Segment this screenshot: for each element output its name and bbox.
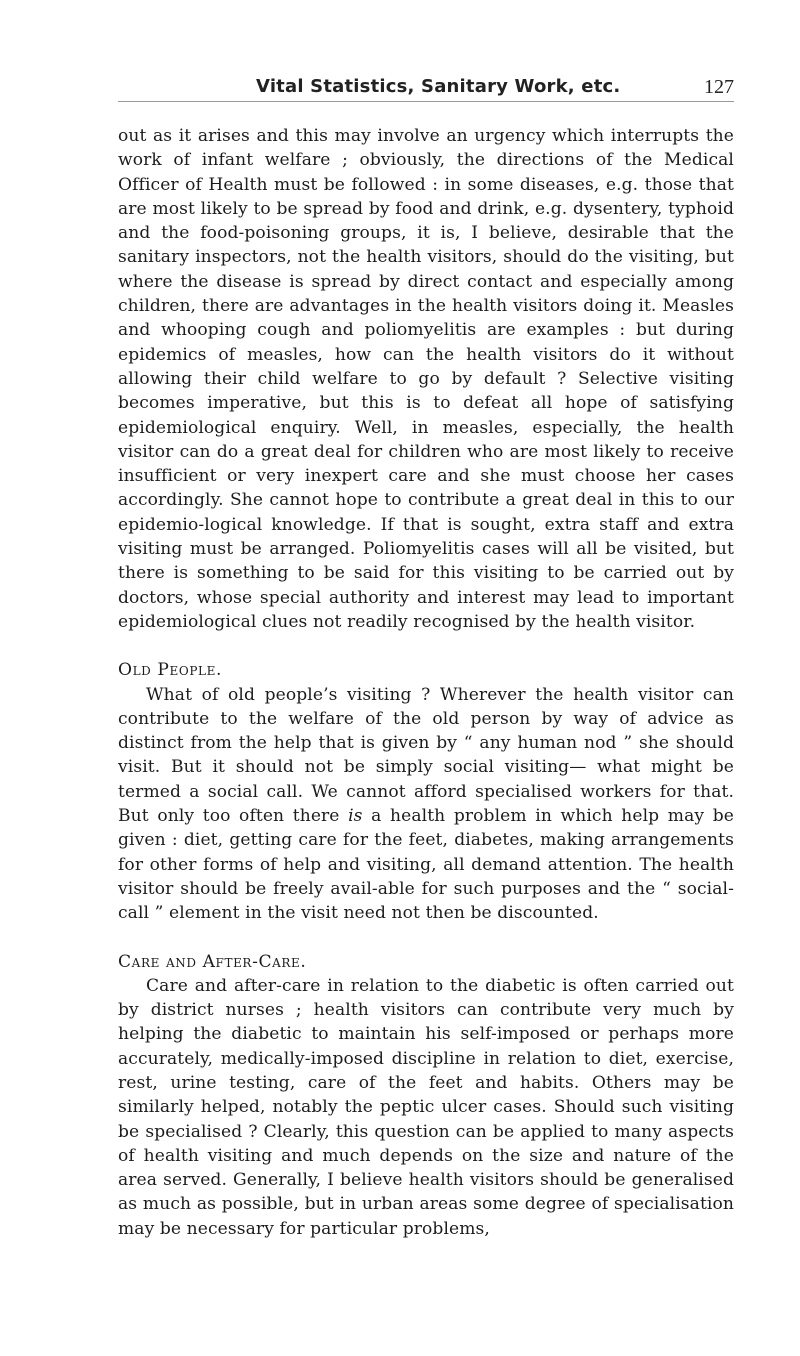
old-people-text-part-2: a health problem in which help may be given : diet, getting care for the feet, diabetes, making arrangements for other forms of help and visiting, all demand attention. The health visitor should be freely avail-able for such purposes and the “ social-call ” element in the visit need not then be discounted. [118,806,734,924]
running-header [118,76,734,102]
body-text [118,124,734,1241]
page-number: 127 [704,76,734,98]
opening-paragraph: out as it arises and this may involve an urgency which interrupts the work of infant welfare ; obviously, the directions of the Medical Officer of Health must be followed : in some diseases, e.g. those that are most likely to be spread by food and drink, e.g. dysentery, typhoid and the food-poisoning groups, it is, I believe, desirable that the sanitary inspectors, not the health visitors, should do the visiting, but where the disease is spread by direct contact and especially among children, there are advantages in the health visitors doing it. Measles and whooping cough and poliomyelitis are examples : but during epidemics of measles, how can the health visitors do it without allowing their child welfare to go by default ? Selective visiting becomes imperative, but this is to defeat all hope of satisfying epidemiological enquiry. Well, in measles, especially, the health visitor can do a great deal for children who are most likely to receive insufficient or very inexpert care and she must choose her cases accordingly. She cannot hope to contribute a great deal in this to our epidemio-logical knowledge. If that is sought, extra staff and extra visiting must be arranged. Poliomyelitis cases will all be visited, but there is something to be said for this visiting to be carried out by doctors, whose special authority and interest may lead to important epidemiological clues not readily recognised by the health visitor. [118,126,734,632]
running-title: Vital Statistics, Sanitary Work, etc. [256,76,621,97]
emphasis-word: is [348,806,363,827]
old-people-paragraph [118,683,734,926]
section-heading-old-people: Old People. [118,660,222,681]
section-heading-care: Care and After-Care. [118,951,307,972]
header-rule [118,101,734,102]
old-people-text-part-1: What of old people’s visiting ? Wherever the health visitor can contribute to the welfare of the old person by way of advice as distinct from the help that is given by “ any human nod ” she should visit. But it should not be simply social visiting— what might be termed a social call. We cannot afford specialised workers for that. But only too often there [118,684,734,827]
care-paragraph: Care and after-care in relation to the diabetic is often carried out by district nurses ; health visitors can contribute very much by helping the diabetic to maintain his self-imposed or perhaps more accurately, medically-imposed discipline in relation to diet, exercise, rest, urine testing, care of the feet and habits. Others may be similarly helped, notably the peptic ulcer cases. Should such visiting be specialised ? Clearly, this question can be applied to many aspects of health visiting and much depends on the size and nature of the area served. Generally, I believe health visitors should be generalised as much as possible, but in urban areas some degree of specialisation may be necessary for particular problems, [118,975,734,1239]
